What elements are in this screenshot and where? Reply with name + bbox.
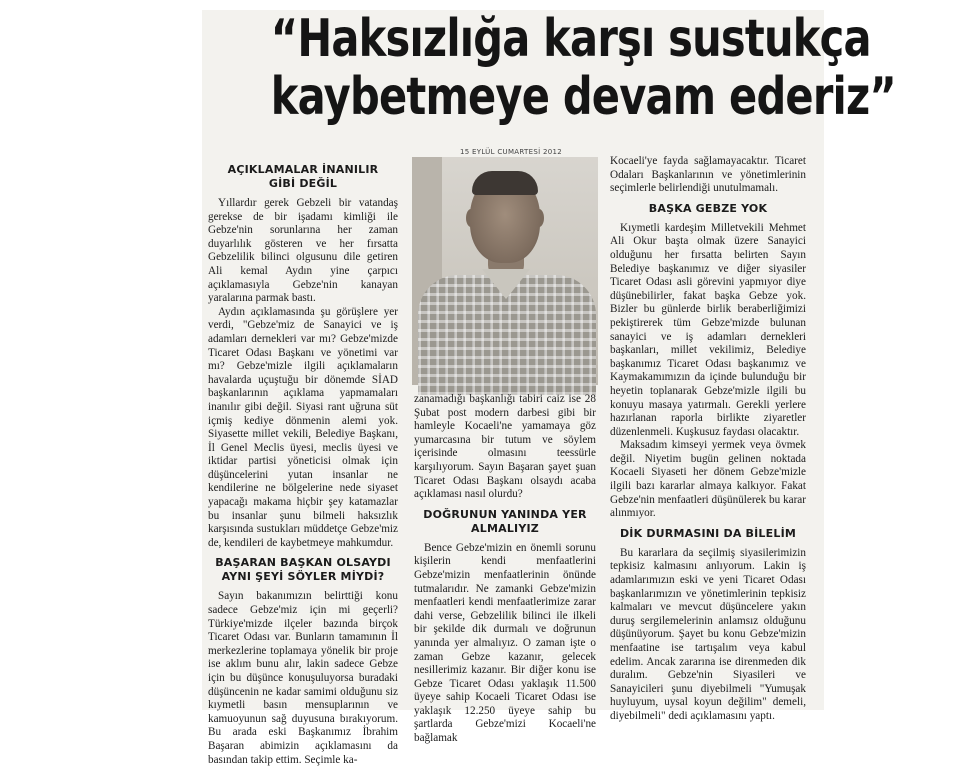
section-heading-line: GİBİ DEĞİL [268, 177, 338, 190]
section-heading [208, 163, 398, 191]
headline [210, 9, 896, 127]
newspaper-clipping [202, 9, 896, 766]
section-heading [208, 556, 398, 584]
section-heading-line: AÇIKLAMALAR İNANILIR [227, 163, 379, 176]
date-caption: 15 EYLÜL CUMARTESİ 2012 [460, 148, 562, 156]
section-heading-line: BAŞARAN BAŞKAN OLSAYDI [215, 556, 391, 570]
paragraph: Yıllardır gerek Gebzeli bir vatandaş gerekse de bir işadamı kimliği ile Gebze'nin sorunlarına her zaman duyarlılık gösteren ve her fırsatta Gebzelilik bilinci olgusunu dile getiren Ali kemal Aydın yine çarpıcı açıklamasıyla Gebze'nin kanayan yaralarına parmak bastı. [208, 197, 398, 305]
paragraph: Bence Gebze'mizin en önemli sorunu kişilerin kendi menfaatlerini Gebze'mizin menfaatlerinin önünde tutmalarıdır. Ne zamanki Gebze'mizin menfaatleri kendi menfaatlerimize zarar dahi verse, Gebzelilik bilinci ile ilkeli bir şekilde dik durmalı ve doğrunun yanında yer almalıyız. O zaman işte o zaman Gebze kazanır, gelecek nesillerimiz kazanır. Bir diğer konu ise Gebze Ticaret Odası yaklaşık 11.500 üyeye sahip Kocaeli Ticaret Odası ise yaklaşık 12.250 üyeye sahip bu şartlarda Gebze'mizi Kocaeli'ne bağlamak [414, 541, 596, 745]
hair [472, 171, 538, 195]
section-heading: DİK DURMASINI DA BİLELİM [619, 526, 797, 540]
paragraph: Kocaeli'ye fayda sağlamayacaktır. Ticaret Odaları Başkanlarının ve yönetimlerinin seçimlerle belirlendiği unutulmamalı. [610, 155, 806, 195]
article-column-1 [208, 157, 398, 767]
article-column-3 [610, 155, 806, 724]
paragraph: zanamadığı başkanlığı tabiri caiz ise 28 Şubat post modern darbesi gibi bir hamleyle Kocaeli'ne yamamaya göz yumarcasına bir tutum ve söylem içerisinde olmasını teessürle karşılıyorum. Sayın Başaran şayet şuan Ticaret Odası Başkanı olsaydı acaba açıklaması nasıl olurdu? [414, 393, 596, 501]
headline-line-1: “Haksızlığa karşı sustukça [270, 9, 871, 69]
paragraph: Bu kararlara da seçilmiş siyasilerimizin tepkisiz kalmasını anlıyorum. Lakin iş adamlarımızın eski ve yeni Ticaret Odası başkanlarımızın ve yönetimlerinin tepkisiz kalmaları ve mevcut düşüncelere yakın duruş sergilemelerinin anlamsız olduğunu düşünüyorum. Şayet bu konu Gebze'mizin menfaatine ise tartışalım veya kabul edelim. Ancak zararına ise direnmeden dik duralım. Gebze'nin Siyasileri ve Sanayicileri şunu diyebilmeli "Yumuşak huyluyum, uysal koyun değilim" demeli, diyebilmeli" dedi açıklamasını yaptı. [610, 546, 806, 722]
headline-line-2: kaybetmeye devam ederiz” [270, 67, 896, 127]
paragraph: Aydın açıklamasında şu görüşlere yer verdi, "Gebze'miz de Sanayici ve iş adamları dernekleri var mı? Gebze'mizde Ticaret Odası Başkanı ve yönetimi var mı? Gebze'mizle ilgili açıklamaların havalarda uçuştuğu bir dönemde SİAD başkanlarının açıklama yapmamaları inanılır gibi değil. Siyasi rant uğruna süt içmiş kediye dönmenin alemi yok. Siyasette millet vekili, Belediye Başkanı, İl Genel Meclis üyesi, meclis üyesi ve iktidar partisi yöneticisi olmak için düşüncelerini yutan insanlar ne kendilerine ne bölgelerine nede siyaset yapacağı makama hiçbir şey katamazlar bu insanlar şunu bilmeli haksızlık karşısında sustukları müddetçe Gebze'miz de, kendileri de kaybetmeye mahkumdur. [208, 305, 398, 549]
article-column-2 [414, 393, 596, 746]
portrait-photo [412, 157, 598, 385]
section-heading-line: DOĞRUNUN YANINDA YER [423, 507, 587, 521]
paragraph: Sayın bakanımızın belirttiği konu sadece Gebze'miz için mi geçerli? Türkiye'mizde ilçeler bazında birçok Ticaret Odası var. Bunların tamamının İl merkezlerine toplamaya yönelik bir proje ise aklım bunu alır, lakin sadece Gebze için bu düşünce konuşuluyorsa buradaki düşüncenin ne kadar samimi olduğunu siz kıymetli basın mensuplarının ve kamuoyunun sağ duyusuna bırakıyorum. Bu arada eski Başkanımız İbrahim Başaran abimizin açıklamasını da basından takip ettim. Seçimle ka- [208, 590, 398, 766]
section-heading-line: ALMALIYIZ [471, 521, 539, 535]
section-heading: BAŞKA GEBZE YOK [648, 201, 768, 215]
section-heading [414, 508, 596, 536]
paragraph: Kıymetli kardeşim Milletvekili Mehmet Ali Okur başta olmak üzere Sanayici olduğunu her fırsatta belirten Sayın Belediye başkanımız ve diğer siyasiler Ticaret Odası asli görevini yapmıyor diye düşünebilirler, fakat başka Gebze yok. Bizler bu günlerde birlik beraberliğimizi pekiştirerek tüm Gebze'mizde bulunan sanayici ve iş adamları dernekleri başkanları, millet vekilimiz, Belediye başkanımız Ticaret Odası başkanımız ve Kaymakamımızın da içinde bulunduğu bir heyetin toplanarak Gebze'mizle ilgili bu konuyu masaya yatırmalı. Gerekli yerlere hazırlanan raporla birlikte ziyaretler düzenlenmeli. Kuşkusuz faydası olacaktır. [610, 221, 806, 438]
section-heading-line: AYNI ŞEYİ SÖYLER MİYDİ? [221, 570, 385, 584]
paragraph: Maksadım kimseyi yermek veya övmek değil. Niyetim bugün gelinen noktada Kocaeli Siyaseti her dönem Gebze'mizle ilgili bazı kararlar almaya kalkıyor. Fakat Gebze'nin menfaatleri düşünülerek bu karar alınmıyor. [610, 439, 806, 520]
